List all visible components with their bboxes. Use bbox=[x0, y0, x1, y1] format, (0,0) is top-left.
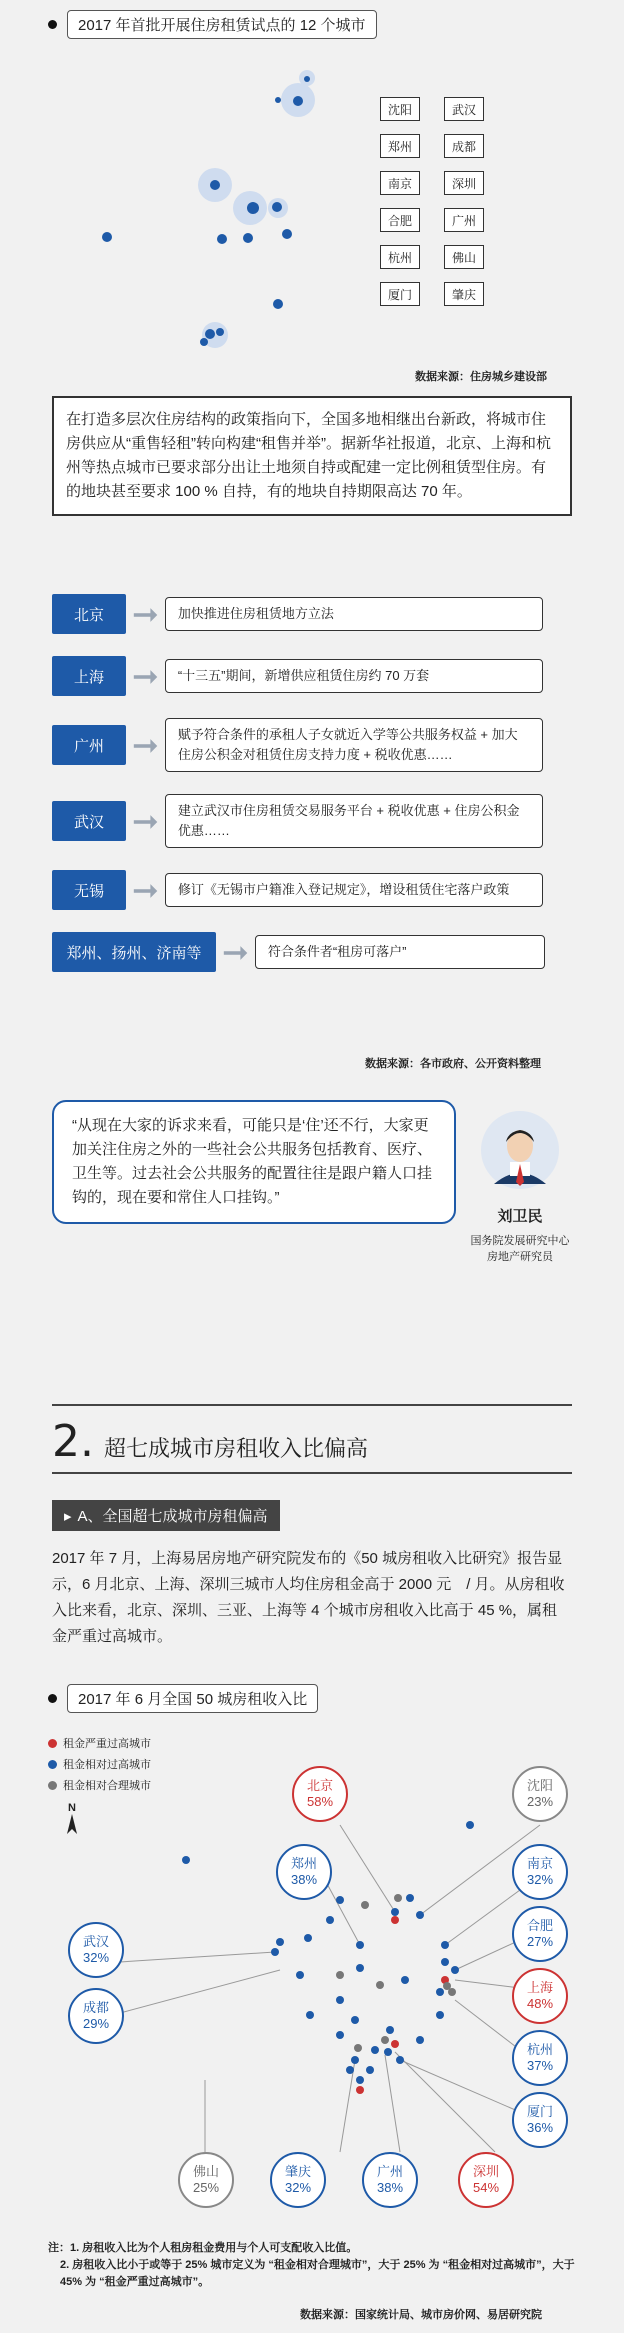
callout-value: 32% bbox=[526, 1872, 554, 1887]
policy-text: 修订《无锡市户籍准入登记规定》，增设租赁住宅落户政策 bbox=[165, 873, 543, 907]
legend-label: 租金相对合理城市 bbox=[63, 1780, 151, 1792]
callout-city: 上海 bbox=[526, 1980, 553, 1995]
callout-value: 38% bbox=[376, 2180, 404, 2195]
city-label: 厦门 bbox=[380, 282, 420, 306]
policy-city: 无锡 bbox=[52, 870, 126, 910]
city-label: 广州 bbox=[444, 208, 484, 232]
policy-row bbox=[52, 870, 572, 910]
callout-city: 南京 bbox=[526, 1856, 553, 1871]
divider bbox=[52, 1472, 572, 1474]
callout-chengdu bbox=[68, 1988, 124, 2044]
callout-guangzhou bbox=[362, 2152, 418, 2208]
city-label: 肇庆 bbox=[444, 282, 484, 306]
policy-row bbox=[52, 594, 572, 634]
policy-city: 武汉 bbox=[52, 801, 126, 841]
arrow-icon: ➞ bbox=[222, 934, 249, 970]
city-label: 合肥 bbox=[380, 208, 420, 232]
section-number: 2. bbox=[52, 1416, 94, 1467]
triangle-icon: ▸ bbox=[64, 1507, 72, 1525]
policy-row bbox=[52, 656, 572, 696]
city-label: 成都 bbox=[444, 134, 484, 158]
callout-value: 38% bbox=[290, 1872, 318, 1887]
callout-city: 杭州 bbox=[526, 2042, 553, 2057]
callout-hefei bbox=[512, 1906, 568, 1962]
subhead-text: A、全国超七成城市房租偏高 bbox=[77, 1508, 268, 1525]
source-note-3: 数据来源：国家统计局、城市房价网、易居研究院 bbox=[300, 2309, 542, 2321]
subhead bbox=[52, 1500, 280, 1531]
callout-city: 北京 bbox=[306, 1778, 333, 1793]
city-label: 佛山 bbox=[444, 245, 484, 269]
city-label: 南京 bbox=[380, 171, 420, 195]
callout-zhengzhou bbox=[276, 1844, 332, 1900]
city-label: 杭州 bbox=[380, 245, 420, 269]
policy-list bbox=[52, 594, 572, 972]
north-label: N bbox=[68, 1802, 76, 1814]
section2-title: 超七成城市房租收入比偏高 bbox=[103, 1436, 368, 1461]
policy-row bbox=[52, 794, 572, 848]
callout-shenzhen bbox=[458, 2152, 514, 2208]
section2-heading bbox=[52, 1416, 368, 1467]
callout-value: 48% bbox=[526, 1996, 554, 2011]
callout-value: 37% bbox=[526, 2058, 554, 2073]
city-label: 沈阳 bbox=[380, 97, 420, 121]
policy-row bbox=[52, 718, 572, 772]
legend-label: 租金严重过高城市 bbox=[63, 1738, 151, 1750]
callout-value: 23% bbox=[526, 1794, 554, 1809]
arrow-icon: ➞ bbox=[132, 727, 159, 763]
callout-value: 29% bbox=[82, 2016, 110, 2031]
callout-value: 32% bbox=[284, 2180, 312, 2195]
arrow-icon: ➞ bbox=[132, 803, 159, 839]
callout-city: 合肥 bbox=[526, 1918, 553, 1933]
policy-city: 广州 bbox=[52, 725, 126, 765]
callout-xiamen bbox=[512, 2092, 568, 2148]
callout-value: 25% bbox=[192, 2180, 220, 2195]
callout-city: 肇庆 bbox=[284, 2164, 311, 2179]
policy-row bbox=[52, 932, 572, 972]
callout-wuhan bbox=[68, 1922, 124, 1978]
policy-text: 符合条件者“租房可落户” bbox=[255, 935, 545, 969]
callout-city: 厦门 bbox=[526, 2104, 553, 2119]
expert-title: 国务院发展研究中心 bbox=[470, 1235, 570, 1247]
source-note-2: 数据来源：各市政府、公开资料整理 bbox=[365, 1058, 541, 1070]
legend-label: 租金相对过高城市 bbox=[63, 1759, 151, 1771]
section2-paragraph: 2017 年 7 月，上海易居房地产研究院发布的《50 城房租收入比研究》报告显示，6 月北京、上海、深圳三城市人均住房租金高于 2000 元 / 月。从房租收入比来看，北京、深圳、三亚、上海等 4 个城市房租收入比高于 45 %，属租金严重过高城市。 bbox=[52, 1550, 565, 1645]
policy-city: 上海 bbox=[52, 656, 126, 696]
city-label: 深圳 bbox=[444, 171, 484, 195]
section1-title: 2017 年首批开展住房租赁试点的 12 个城市 bbox=[67, 10, 377, 39]
city-list bbox=[380, 97, 480, 306]
city-map-1 bbox=[60, 60, 330, 360]
note-1: 注：1. 房租收入比为个人租房租金费用与个人可支配收入比值。 bbox=[48, 2242, 358, 2254]
callout-value: 27% bbox=[526, 1934, 554, 1949]
callout-value: 36% bbox=[526, 2120, 554, 2135]
arrow-icon: ➞ bbox=[132, 658, 159, 694]
quote-box: “从现在大家的诉求来看，可能只是‘住’还不行，大家更加关注住房之外的一些社会公共服务包括教育、医疗、卫生等。过去社会公共服务的配置往往是跟户籍人口挂钩的，现在要和常住人口挂钩。” bbox=[52, 1100, 456, 1224]
policy-text: 加快推进住房租赁地方立法 bbox=[165, 597, 543, 631]
callout-value: 58% bbox=[306, 1794, 334, 1809]
callout-city: 成都 bbox=[82, 2000, 109, 2015]
arrow-icon: ➞ bbox=[132, 872, 159, 908]
policy-text: 赋予符合条件的承租人子女就近入学等公共服务权益 + 加大住房公积金对租赁住房支持力度 + 税收优惠…… bbox=[165, 718, 543, 772]
policy-text: “十三五”期间，新增供应租赁住房约 70 万套 bbox=[165, 659, 543, 693]
divider bbox=[52, 1404, 572, 1406]
policy-city: 北京 bbox=[52, 594, 126, 634]
expert-name: 刘卫民 bbox=[497, 1208, 543, 1225]
bullet-icon bbox=[48, 1694, 57, 1703]
section1-header bbox=[48, 10, 377, 39]
callout-city: 佛山 bbox=[192, 2164, 219, 2179]
callout-hangzhou bbox=[512, 2030, 568, 2086]
callout-beijing bbox=[292, 1766, 348, 1822]
callout-city: 深圳 bbox=[472, 2164, 499, 2179]
callout-foshan bbox=[178, 2152, 234, 2208]
map-header bbox=[48, 1684, 318, 1713]
intro-box: 在打造多层次住房结构的政策指向下，全国多地相继出台新政，将城市住房供应从“重售轻租”转向构建“租售并举”。据新华社报道，北京、上海和杭州等热点城市已要求部分出让土地须自持或配建一定比例租赁型住房。有的地块甚至要求 100 % 自持，有的地块自持期限高达 70 年。 bbox=[52, 396, 572, 516]
callout-city: 沈阳 bbox=[526, 1778, 553, 1793]
policy-city: 郑州、扬州、济南等 bbox=[52, 932, 216, 972]
callout-city: 广州 bbox=[376, 2164, 403, 2179]
notes bbox=[48, 2240, 578, 2291]
policy-text: 建立武汉市住房租赁交易服务平台 + 税收优惠 + 住房公积金优惠…… bbox=[165, 794, 543, 848]
bullet-icon bbox=[48, 20, 57, 29]
callout-city: 武汉 bbox=[82, 1934, 109, 1949]
avatar bbox=[480, 1110, 560, 1190]
city-label: 武汉 bbox=[444, 97, 484, 121]
callout-value: 32% bbox=[82, 1950, 110, 1965]
callout-city: 郑州 bbox=[290, 1856, 317, 1871]
callout-shanghai bbox=[512, 1968, 568, 2024]
callout-shenyang bbox=[512, 1766, 568, 1822]
note-2: 2. 房租收入比小于或等于 25% 城市定义为 “租金相对合理城市”，大于 25% 为 “租金相对过高城市”，大于 45% 为 “租金严重过高城市”。 bbox=[60, 2259, 575, 2288]
city-label: 郑州 bbox=[380, 134, 420, 158]
callout-zhaoqing bbox=[270, 2152, 326, 2208]
callout-value: 54% bbox=[472, 2180, 500, 2195]
expert-title: 房地产研究员 bbox=[487, 1251, 553, 1263]
callout-nanjing bbox=[512, 1844, 568, 1900]
map-title: 2017 年 6 月全国 50 城房租收入比 bbox=[67, 1684, 318, 1713]
expert-info bbox=[452, 1205, 588, 1264]
source-note-1: 数据来源：住房城乡建设部 bbox=[415, 371, 547, 383]
arrow-icon: ➞ bbox=[132, 596, 159, 632]
